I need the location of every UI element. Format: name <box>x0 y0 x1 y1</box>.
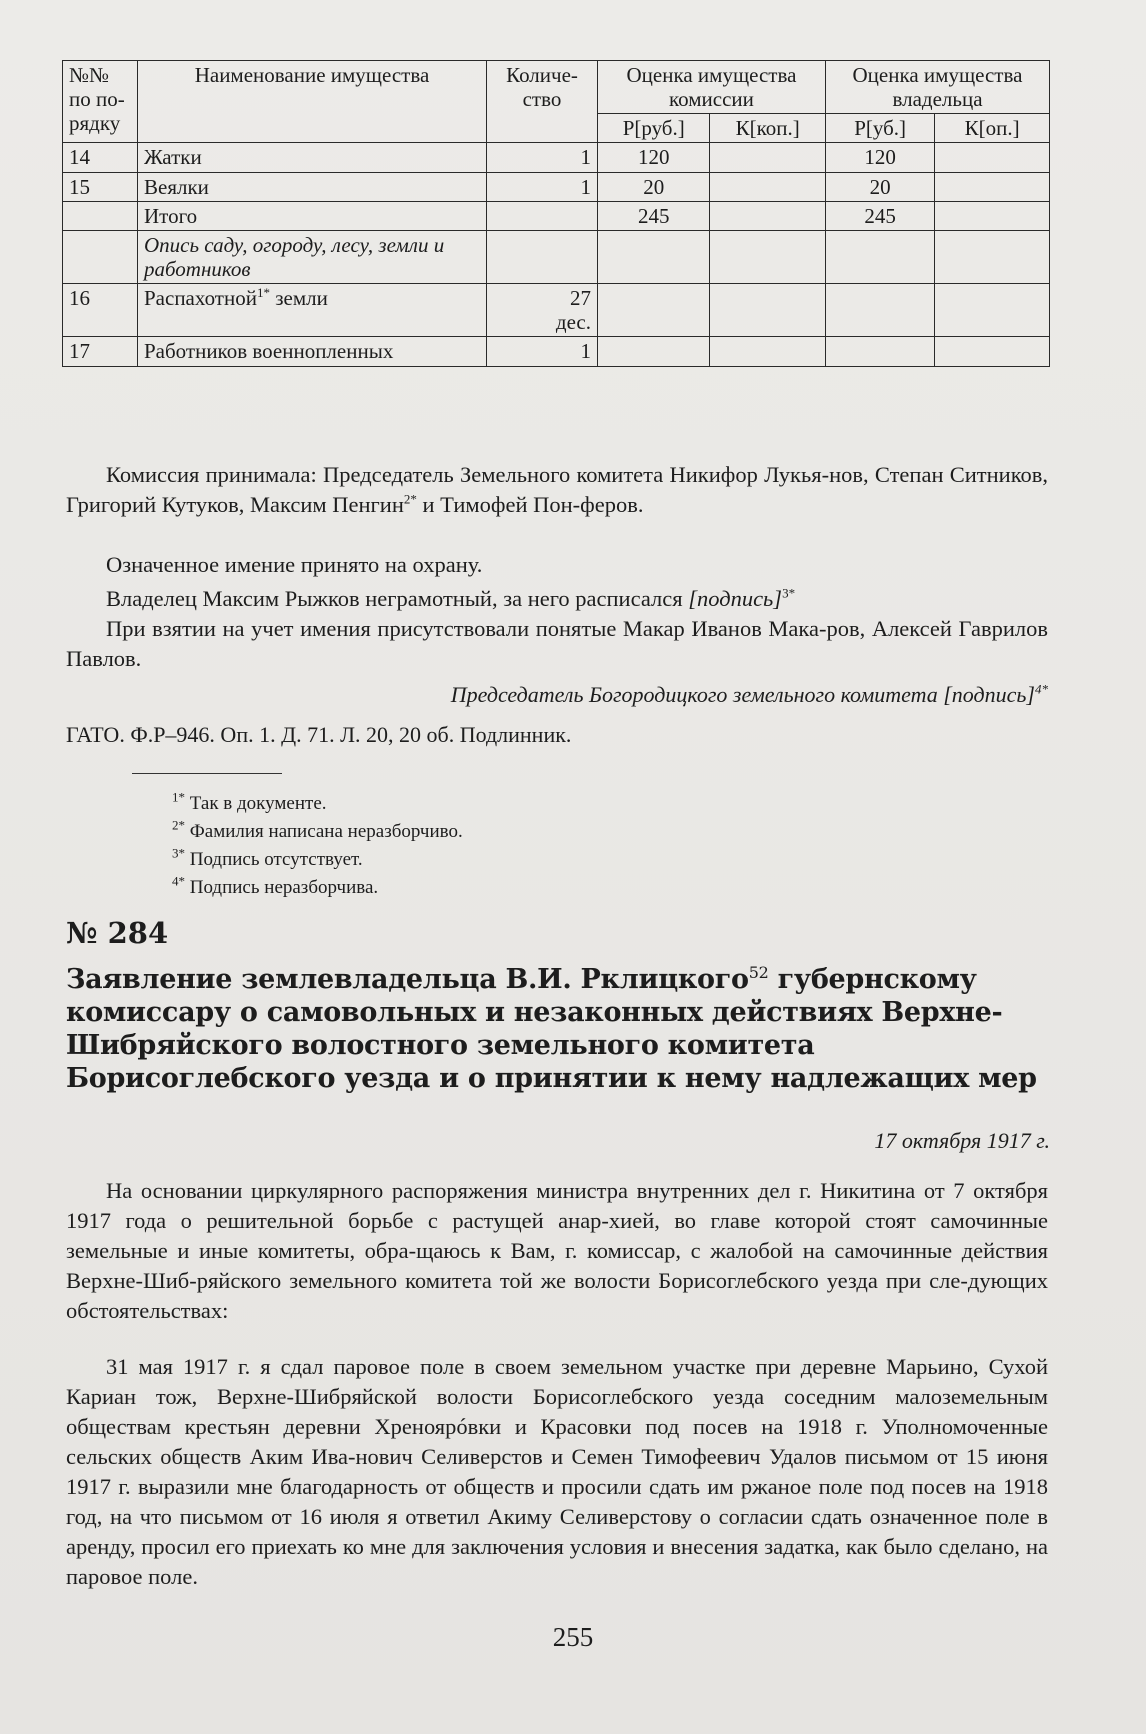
footnote-mark: 52 <box>748 963 769 982</box>
table-row <box>63 143 1050 172</box>
footnotes <box>172 790 463 902</box>
cell-own-kop <box>935 201 1050 230</box>
commission-paragraph <box>66 460 1048 520</box>
page-number: 255 <box>552 1622 594 1652</box>
cell-own-rub: 245 <box>825 201 934 230</box>
footnote-text: Подпись неразборчива. <box>185 877 379 898</box>
cell-name <box>138 284 487 337</box>
cell-num: 17 <box>63 337 138 366</box>
header-num-text: №№ по по-рядку <box>69 63 125 136</box>
paragraph-2 <box>66 1352 1048 1592</box>
cell-own-kop <box>935 172 1050 201</box>
owner-text-main: Владелец Максим Рыжков неграмотный, за него расписался <box>106 586 689 611</box>
cell-empty <box>825 230 934 283</box>
cell-name-tail: земли <box>269 286 328 311</box>
document-title-a: Заявление землевладельца В.И. Рклицкого <box>66 964 749 995</box>
cell-empty <box>935 284 1050 337</box>
footnote-divider <box>132 773 282 774</box>
table-row <box>63 172 1050 201</box>
section-heading: Опись саду, огороду, лесу, земли и работников <box>138 230 487 283</box>
document-date: 17 октября 1917 г. <box>874 1128 1050 1153</box>
cell-empty <box>935 337 1050 366</box>
cell-num: 15 <box>63 172 138 201</box>
cell-empty <box>710 337 826 366</box>
archive-source: ГАТО. Ф.Р–946. Оп. 1. Д. 71. Л. 20, 20 об. Подлинник. <box>66 722 572 747</box>
footnote-mark: 1* <box>172 789 185 805</box>
document-title-b: губернскому комиссару о самовольных и незаконных действиях Верхне-Шибряйского волостного земельного комитета Борисоглебского уезда и о принятии к нему надлежащих мер <box>66 964 1037 1094</box>
header-own-kop: К[оп.] <box>935 114 1050 143</box>
cell-name: Веялки <box>138 172 487 201</box>
witness-paragraph <box>66 614 1048 674</box>
witness-text: При взятии на учет имения присутствовали понятые Макар Иванов Мака-ров, Алексей Гаврилов Павлов. <box>66 616 1048 671</box>
cell-empty <box>710 284 826 337</box>
cell-comm-kop <box>710 201 826 230</box>
footnote-mark: 2* <box>403 491 417 507</box>
chair-signature-text: Председатель Богородицкого земельного комитета [подпись] <box>450 682 1035 707</box>
owner-signature: [подпись] <box>688 586 783 611</box>
qty-unit: дес. <box>555 310 591 335</box>
footnote-mark: 1* <box>256 285 270 301</box>
footnote <box>172 846 463 874</box>
footnote-mark: 4* <box>1035 681 1048 697</box>
footnote-text: Так в документе. <box>185 793 327 814</box>
cell-num <box>63 230 138 283</box>
footnote <box>172 874 463 902</box>
commission-text-main: Комиссия принимала: Председатель Земельного комитета Никифор Лукья-нов, Степан Ситников, Григорий Кутуков, Максим Пенгин <box>66 462 1048 517</box>
owner-text <box>66 584 1048 614</box>
table-row <box>63 284 1050 337</box>
footnote-mark: 3* <box>172 845 185 861</box>
table-section-row <box>63 230 1050 283</box>
footnote-mark: 2* <box>172 817 185 833</box>
cell-name: Итого <box>138 201 487 230</box>
cell-qty: 1 <box>487 337 598 366</box>
header-comm-kop: К[коп.] <box>710 114 826 143</box>
commission-text-tail: и Тимофей Пон-феров. <box>416 492 644 517</box>
paragraph-1-text: На основании циркулярного распоряжения министра внутренних дел г. Никитина от 7 октября 1917 года о решительной борьбе с растущей анар-хией, во главе которой стоят самочинные земельные и иные комитеты, обра-щаюсь к Вам, г. комиссар, с жалобой на самочинные действия Верхне-Шиб-ряйского земельного комитета той же волости Борисоглебского уезда при сле-дующих обстоятельствах: <box>66 1178 1048 1323</box>
document-title <box>66 963 1056 1095</box>
header-comm-rub: Р[руб.] <box>598 114 710 143</box>
footnote-text: Подпись отсутствует. <box>185 849 363 870</box>
cell-name: Работников военнопленных <box>138 337 487 366</box>
cell-empty <box>598 230 710 283</box>
cell-own-kop <box>935 143 1050 172</box>
inventory-table <box>62 60 1050 367</box>
chair-signature <box>66 682 1048 708</box>
cell-num: 16 <box>63 284 138 337</box>
guard-text: Означенное имение принято на охрану. <box>106 552 483 577</box>
guard-paragraph <box>66 550 1048 580</box>
cell-comm-kop <box>710 172 826 201</box>
owner-paragraph <box>66 584 1048 614</box>
cell-num <box>63 201 138 230</box>
cell-qty <box>487 284 598 337</box>
footnote <box>172 790 463 818</box>
header-qty: Количе-ство <box>487 61 598 143</box>
cell-comm-kop <box>710 143 826 172</box>
footnote-text: Фамилия написана неразборчиво. <box>185 821 463 842</box>
footnote-mark: 4* <box>172 873 185 889</box>
cell-own-rub: 120 <box>825 143 934 172</box>
cell-empty <box>598 337 710 366</box>
cell-qty: 1 <box>487 143 598 172</box>
header-owner: Оценка имущества владельца <box>825 61 1049 114</box>
table-header-row <box>63 61 1050 114</box>
cell-comm-rub: 120 <box>598 143 710 172</box>
cell-empty <box>598 284 710 337</box>
cell-own-rub: 20 <box>825 172 934 201</box>
qty-value: 27 <box>570 286 591 311</box>
header-own-rub: Р[уб.] <box>825 114 934 143</box>
cell-name: Жатки <box>138 143 487 172</box>
table-row <box>63 337 1050 366</box>
paragraph-2-text: 31 мая 1917 г. я сдал паровое поле в своем земельном участке при деревне Марьино, Сухой Кариан тож, Верхне-Шибряйской волости Борисоглебского уезда соседним малоземельным обществам крестьян деревни Хреноярóвки и Красовки под посев на 1918 г. Уполномоченные сельских обществ Аким Ива-нович Селиверстов и Семен Тимофеевич Удалов письмом от 15 июня 1917 г. выразили мне благодарность от обществ и просили сдать им ржаное поле под посев на 1918 год, на что письмом от 16 июля я ответил Акиму Селиверстову о согласии сдать означенное поле в аренду, просил его приехать ко мне для заключения условия и внесения задатка, как было сделано, на паровое поле. <box>66 1354 1048 1589</box>
cell-empty <box>825 337 934 366</box>
cell-qty <box>487 230 598 283</box>
header-num <box>63 61 138 143</box>
cell-num: 14 <box>63 143 138 172</box>
document-number: № 284 <box>66 916 169 950</box>
cell-empty <box>935 230 1050 283</box>
footnote <box>172 818 463 846</box>
paragraph-1 <box>66 1176 1048 1326</box>
cell-qty: 1 <box>487 172 598 201</box>
cell-name-text: Распахотной <box>144 286 257 311</box>
cell-comm-rub: 245 <box>598 201 710 230</box>
commission-text <box>66 460 1048 520</box>
cell-empty <box>825 284 934 337</box>
table-row-total <box>63 201 1050 230</box>
footnote-mark: 3* <box>782 585 796 601</box>
cell-empty <box>710 230 826 283</box>
cell-comm-rub: 20 <box>598 172 710 201</box>
header-commission: Оценка имущества комиссии <box>598 61 826 114</box>
header-name: Наименование имущества <box>138 61 487 143</box>
cell-qty <box>487 201 598 230</box>
